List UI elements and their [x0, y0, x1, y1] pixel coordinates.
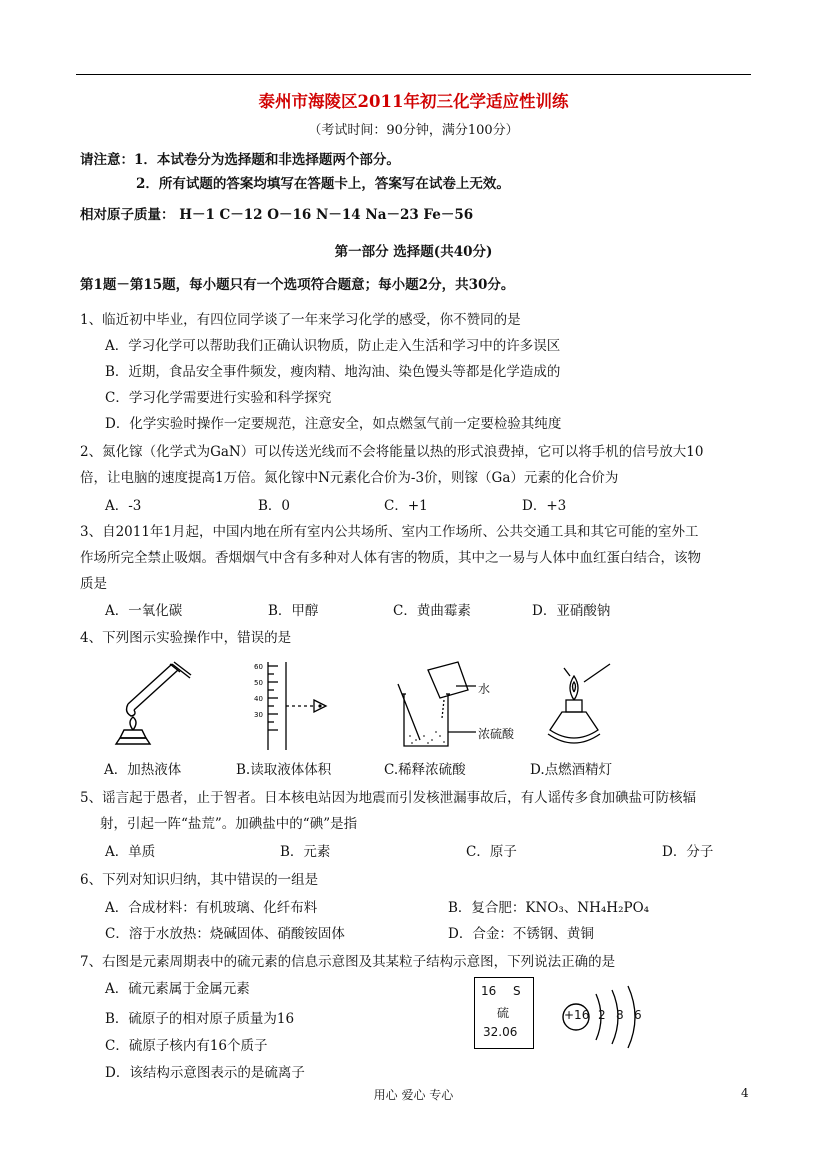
label-concentrated-acid: 浓硫酸	[478, 727, 515, 741]
q2-line-2: 倍，让电脑的速度提高1万倍。氮化镓中N元素化合价为-3价，则镓（Ga）元素的化合价为	[80, 470, 619, 486]
q3-option-a: A．一氧化碳	[105, 603, 183, 619]
q5-option-d: D．分子	[662, 844, 714, 860]
atomic-mass: 32.06	[483, 1025, 518, 1039]
q2-line-1: 2、氮化镓（化学式为GaN）可以传送光线而不会将能量以热的形式浪费掉，它可以将手机的信号放大10	[80, 444, 704, 460]
atomic-mass-text: 相对原子质量： H－1 C－12 O－16 N－14 Na－23 Fe－56	[80, 207, 474, 223]
q3-option-b: B．甲醇	[268, 603, 319, 619]
q3-line-2: 作场所完全禁止吸烟。香烟烟气中含有多种对人体有害的物质，其中之一易与人体中血红蛋白结合，该物	[80, 550, 701, 566]
q7-option-d: D．该结构示意图表示的是硫离子	[105, 1065, 305, 1081]
q3-option-d: D．亚硝酸钠	[532, 603, 611, 619]
q7-option-b: B．硫原子的相对原子质量为16	[105, 1011, 295, 1027]
q2-option-c: C．+1	[384, 498, 428, 514]
q5-line-2: 射，引起一阵“盐荒”。加碘盐中的“碘”是指	[100, 816, 358, 832]
q3-line-1: 3、自2011年1月起，中国内地在所有室内公共场所、室内工作场所、公共交通工具和其它可能的室外工	[80, 524, 699, 540]
q4-option-b: B.读取液体体积	[236, 762, 332, 778]
shell-3: 6	[634, 1008, 642, 1022]
q5-option-a: A．单质	[105, 844, 156, 860]
notice-line-2: 2．所有试题的答案均填写在答题卡上，答案写在试卷上无效。	[136, 176, 510, 192]
q1-stem: 1、临近初中毕业，有四位同学谈了一年来学习化学的感受，你不赞同的是	[80, 312, 521, 328]
part-heading: 第一部分 选择题(共40分)	[334, 244, 493, 260]
q4-option-d: D.点燃酒精灯	[530, 762, 613, 778]
q5-option-c: C．原子	[466, 844, 517, 860]
q7-option-a: A．硫元素属于金属元素	[105, 981, 250, 997]
q7-option-c: C．硫原子核内有16个质子	[105, 1038, 268, 1054]
page-number: 4	[741, 1086, 749, 1100]
q4-stem: 4、下列图示实验操作中，错误的是	[80, 630, 292, 646]
shell-2: 8	[616, 1008, 624, 1022]
tick-60: 60	[254, 663, 263, 671]
q6-option-d: D．合金：不锈钢、黄铜	[448, 926, 594, 942]
q1-option-a: A．学习化学可以帮助我们正确认识物质，防止走入生活和学习中的许多误区	[105, 338, 561, 354]
q7-stem: 7、右图是元素周期表中的硫元素的信息示意图及其某粒子结构示意图，下列说法正确的是	[80, 954, 616, 970]
atomic-number: 16	[481, 984, 497, 998]
label-water: 水	[478, 682, 491, 696]
figure-measuring-cylinder	[252, 660, 332, 750]
q4-option-c: C.稀释浓硫酸	[384, 762, 466, 778]
q6-option-a: A．合成材料：有机玻璃、化纤布料	[105, 900, 318, 916]
q2-option-b: B．0	[258, 498, 291, 514]
footer-motto: 用心 爱心 专心	[373, 1088, 454, 1102]
element-symbol: S	[513, 984, 521, 998]
q1-option-b: B．近期，食品安全事件频发，瘦肉精、地沟油、染色馒头等都是化学造成的	[105, 364, 561, 380]
element-name: 硫	[497, 1006, 510, 1020]
figure-heating-liquid	[112, 660, 192, 750]
tick-50: 50	[254, 679, 263, 687]
notice-line-1: 请注意：1．本试卷分为选择题和非选择题两个部分。	[80, 152, 400, 168]
page-title: 泰州市海陵区2011年初三化学适应性训练	[258, 92, 569, 111]
section-instructions: 第1题－第15题，每小题只有一个选项符合题意；每小题2分，共30分。	[80, 277, 515, 293]
q4-option-a: A．加热液体	[104, 762, 182, 778]
tick-40: 40	[254, 695, 263, 703]
q3-option-c: C．黄曲霉素	[393, 603, 471, 619]
figure-alcohol-lamp	[540, 660, 620, 750]
q6-option-b: B．复合肥：KNO₃、NH₄H₂PO₄	[448, 900, 650, 916]
sulfur-element-cell	[474, 977, 534, 1049]
q2-option-a: A．-3	[105, 498, 142, 514]
header-rule	[76, 74, 751, 75]
tick-30: 30	[254, 711, 263, 719]
q6-option-c: C．溶于水放热：烧碱固体、硝酸铵固体	[105, 926, 345, 942]
q2-option-d: D．+3	[522, 498, 567, 514]
q1-option-c: C．学习化学需要进行实验和科学探究	[105, 390, 332, 406]
q1-option-d: D．化学实验时操作一定要规范，注意安全，如点燃氢气前一定要检验其纯度	[105, 416, 562, 432]
q5-option-b: B．元素	[280, 844, 331, 860]
atomic-mass-line	[80, 203, 473, 223]
nucleus-charge: +16	[564, 1008, 590, 1022]
q6-stem: 6、下列对知识归纳，其中错误的一组是	[80, 872, 319, 888]
q3-line-3: 质是	[80, 576, 107, 592]
shell-1: 2	[598, 1008, 606, 1022]
q5-line-1: 5、谣言起于愚者，止于智者。日本核电站因为地震而引发核泄漏事故后，有人谣传多食加碘盐可防核辐	[80, 790, 697, 806]
exam-info: （考试时间：90分钟，满分100分）	[308, 123, 519, 138]
